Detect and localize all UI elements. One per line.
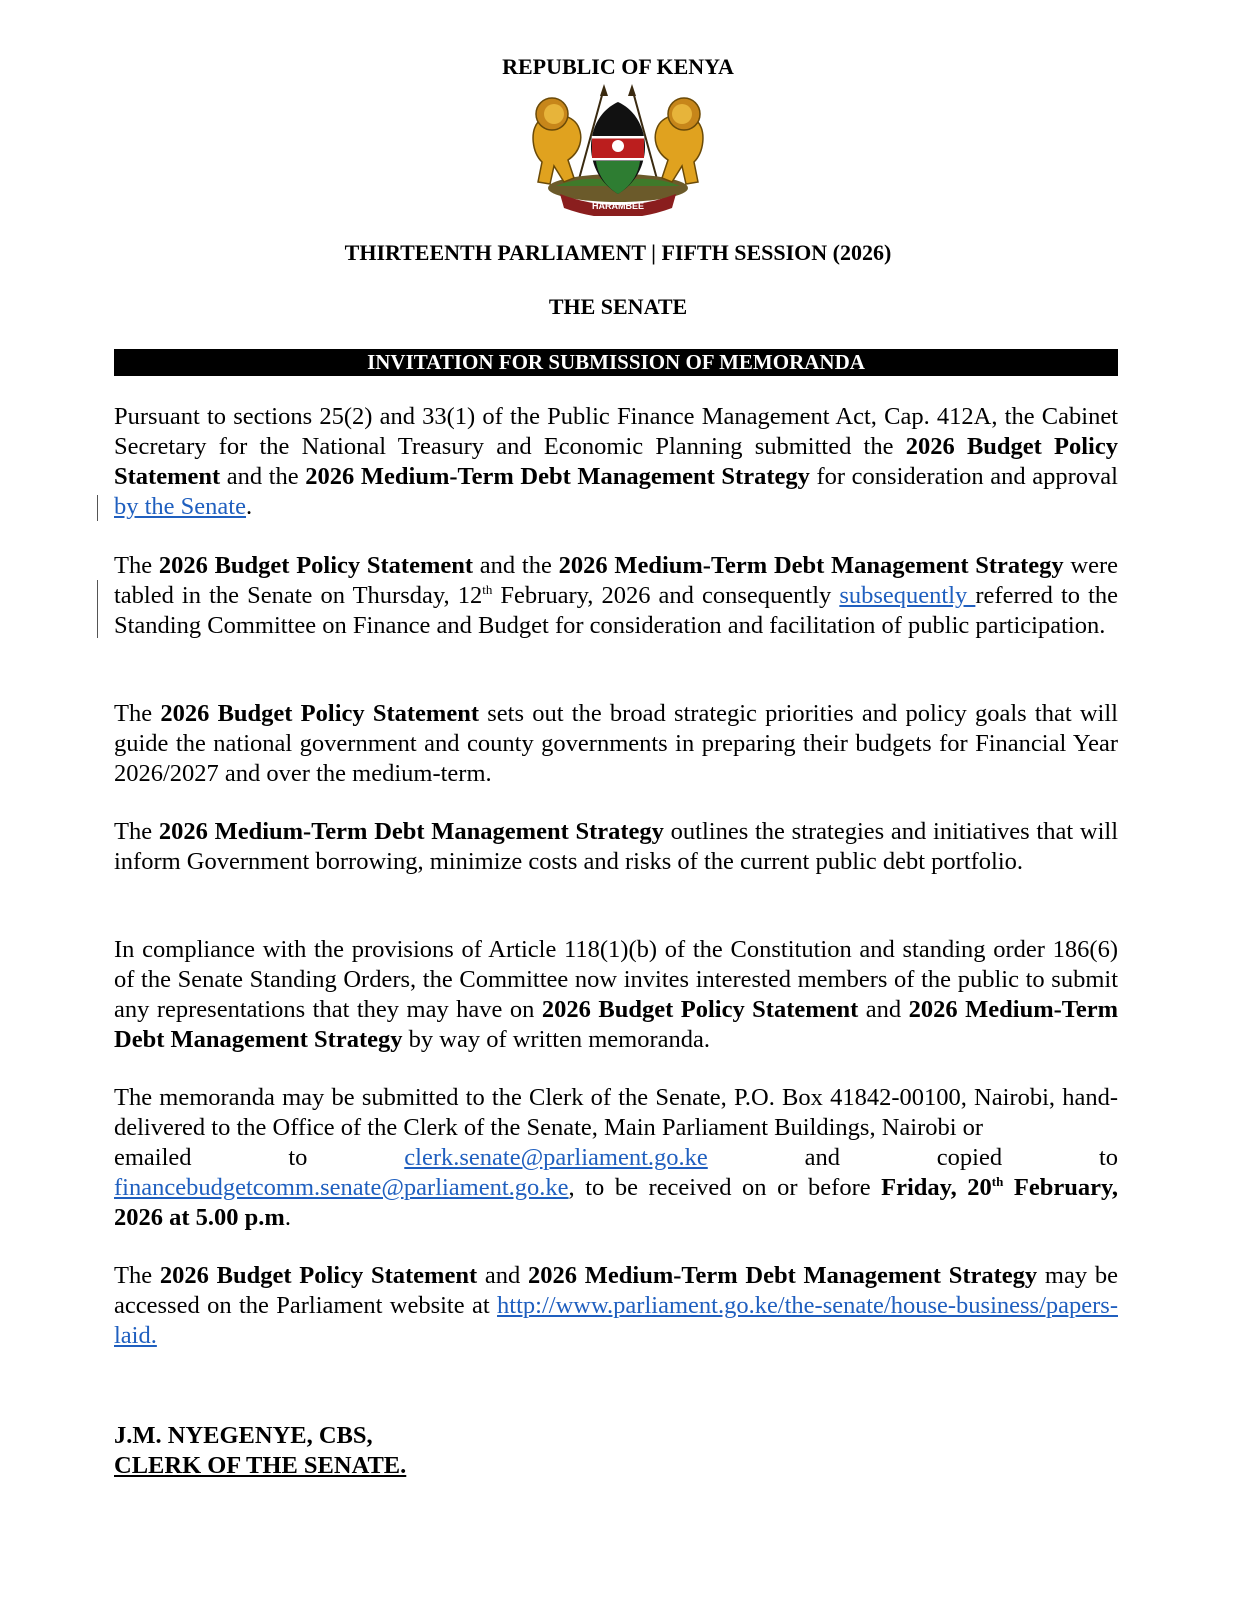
parliament-session-heading: THIRTEENTH PARLIAMENT | FIFTH SESSION (2026) bbox=[344, 240, 892, 265]
paragraph-bps-purpose: The 2026 Budget Policy Statement sets out the broad strategic priorities and policy goals that will guide the national government and county governments in preparing their budgets for Financial Year 2026/2027 and over the medium-term. bbox=[114, 700, 1118, 787]
paragraph-submission-details: The memoranda may be submitted to the Clerk of the Senate, P.O. Box 41842-00100, Nairobi, hand-delivered to the Office of the Clerk of the Senate, Main Parliament Buildings, Nairobi or emailed to clerk.senate@parliament.go.ke and copied to financebudgetcomm.senate@parliament.go.ke, to be received on or before Friday, 20th February, 2026 at 5.00 p.m. bbox=[114, 1084, 1118, 1231]
paragraph-access: The 2026 Budget Policy Statement and 2026 Medium-Term Debt Management Strategy may be accessed on the Parliament website at http://www.parliament.go.ke/the-senate/house-business/papers-laid. bbox=[114, 1262, 1119, 1349]
paragraph-tabling: The 2026 Budget Policy Statement and the 2026 Medium-Term Debt Management Strategy were tabled in the Senate on Thursday, 12th February, 2026 and consequently subsequently referred to the Standing Committee on Finance and Budget for consideration and facilitation of public participation. bbox=[114, 552, 1119, 639]
revision-bar bbox=[97, 495, 98, 521]
signatory-title: CLERK OF THE SENATE. bbox=[114, 1452, 407, 1479]
tracked-insertion-link[interactable]: subsequently bbox=[839, 582, 976, 609]
revision-bar bbox=[97, 580, 98, 638]
paragraph-submission: Pursuant to sections 25(2) and 33(1) of the Public Finance Management Act, Cap. 412A, the Cabinet Secretary for the National Treasury and Economic Planning submitted the 2026 Budget Policy Statement and the 2026 Medium-Term Debt Management Strategy for consideration and approval by the Senate. bbox=[114, 403, 1118, 520]
clerk-email-link[interactable]: clerk.senate@parliament.go.ke bbox=[404, 1144, 708, 1171]
parliament-website-link[interactable]: http://www.parliament.go.ke/the-senate/house-business/papers-laid. bbox=[114, 1292, 1118, 1349]
house-heading: THE SENATE bbox=[548, 294, 688, 319]
signatory-name: J.M. NYEGENYE, CBS, bbox=[114, 1422, 373, 1449]
email-row: emailed to clerk.senate@parliament.go.ke and copied to bbox=[114, 1144, 1118, 1171]
country-heading: REPUBLIC OF KENYA bbox=[502, 54, 734, 79]
paragraph-mtds-purpose: The 2026 Medium-Term Debt Management Strategy outlines the strategies and initiatives that will inform Government borrowing, minimize costs and risks of the current public debt portfolio. bbox=[114, 818, 1118, 875]
coat-of-arms-icon bbox=[516, 82, 720, 216]
invitation-banner: INVITATION FOR SUBMISSION OF MEMORANDA bbox=[114, 349, 1118, 376]
paragraph-invitation: In compliance with the provisions of Article 118(1)(b) of the Constitution and standing order 186(6) of the Senate Standing Orders, the Committee now invites interested members of the public to submit any representations that they may have on 2026 Budget Policy Statement and 2026 Medium-Term Debt Management Strategy by way of written memoranda. bbox=[114, 936, 1119, 1053]
crest-motto: HARAMBEE bbox=[591, 201, 645, 211]
committee-email-link[interactable]: financebudgetcomm.senate@parliament.go.ke bbox=[114, 1174, 569, 1201]
tracked-insertion-link[interactable]: by the Senate bbox=[114, 493, 246, 520]
